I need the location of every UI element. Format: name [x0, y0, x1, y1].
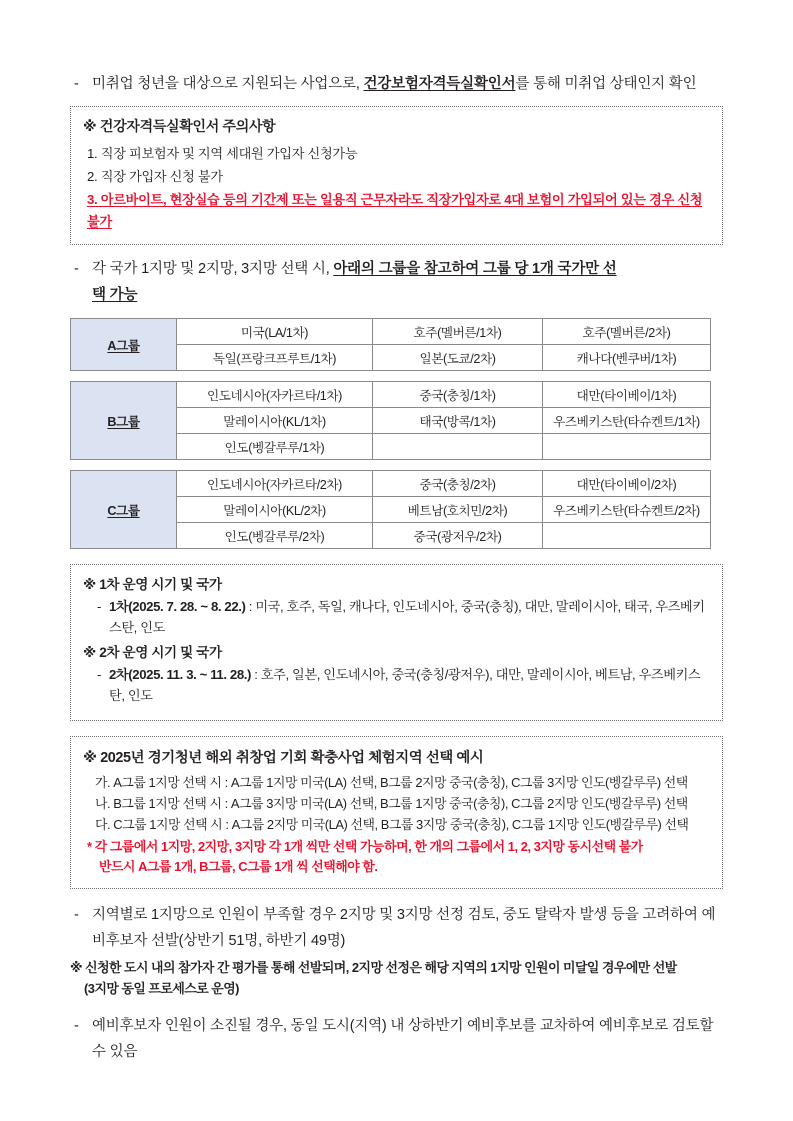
schedule-second-detail	[83, 664, 710, 707]
bullet-dash: -	[74, 76, 79, 92]
example-warning-line2: 반드시 A그룹 1개, B그룹, C그룹 1개 씩 선택해야 함.	[99, 859, 378, 875]
schedule-first-detail	[83, 596, 710, 639]
group-c-cell-r1c3: 대만(타이베이/2차)	[543, 470, 711, 496]
group-c-cell-r3c2: 중국(광저우/2차)	[373, 522, 543, 548]
schedule-first-body	[109, 596, 710, 639]
bottom-para-2-dash: -	[74, 1018, 79, 1035]
bottom-note-line2: (3지망 동일 프로세스로 운영)	[84, 981, 239, 997]
group-c-cell-r2c1: 말레이시아(KL/2차)	[177, 496, 373, 522]
bottom-note	[70, 958, 723, 1000]
table-row	[71, 470, 711, 496]
group-b-cell-r2c2: 태국(방콕/1차)	[373, 407, 543, 433]
intro-text	[92, 72, 723, 97]
group-b-cell-r2c1: 말레이시아(KL/1차)	[177, 407, 373, 433]
bottom-para-1-text: 지역별로 1지망으로 인원이 부족할 경우 2지망 및 3지망 선정 검토, 중도 탈락자 발생 등을 고려하여 예비후보자 선발(상반기 51명, 하반기 49명)	[92, 906, 716, 949]
choice-text	[92, 257, 723, 308]
schedule-second-countries: : 호주, 일본, 인도네시아, 중국(충칭/광저우), 대만, 말레이시아, 베트남, 우즈베키스탄, 인도	[109, 666, 701, 704]
group-a-cell-r2c1: 독일(프랑크프루트/1차)	[177, 344, 373, 370]
group-b-cell-r1c2: 중국(충칭/1차)	[373, 381, 543, 407]
group-b-cell-r1c1: 인도네시아(자카르타/1차)	[177, 381, 373, 407]
group-table-a	[70, 318, 711, 371]
example-box	[70, 736, 723, 889]
example-warning	[83, 837, 710, 878]
group-a-cell-r2c2: 일본(도쿄/2차)	[373, 344, 543, 370]
schedule-second-period: 2차(2025. 11. 3. ~ 11. 28.)	[109, 666, 252, 682]
group-a-header: A그룹	[71, 318, 177, 370]
group-c-cell-r1c1: 인도네시아(자카르타/2차)	[177, 470, 373, 496]
intro-emphasis: 건강보험자격득실확인서	[363, 76, 516, 92]
choice-text-before: 각 국가 1지망 및 2지망, 3지망 선택 시,	[92, 261, 334, 278]
group-a-cell-r1c2: 호주(멜버른/1차)	[373, 318, 543, 344]
bottom-note-line1: ※ 신청한 도시 내의 참가자 간 평가를 통해 선발되며, 2지망 선정은 해당 지역의 1지망 인원이 미달일 경우에만 선발	[70, 960, 677, 976]
intro-text-before: 미취업 청년을 대상으로 지원되는 사업으로,	[92, 76, 364, 92]
bottom-para-2-text: 예비후보자 인원이 소진될 경우, 동일 도시(지역) 내 상하반기 예비후보를 교차하여 예비후보로 검토할 수 있음	[92, 1018, 714, 1061]
intro-bullet	[70, 72, 723, 97]
group-b-cell-r1c3: 대만(타이베이/1차)	[543, 381, 711, 407]
choice-emphasis-line2: 택 가능	[92, 286, 138, 303]
group-table-b	[70, 381, 711, 460]
bottom-para-1	[70, 903, 723, 955]
group-b-cell-r3c1: 인도(벵갈루루/1차)	[177, 433, 373, 459]
group-b-cell-r3c3	[543, 433, 711, 459]
example-item-a: 가. A그룹 1지망 선택 시 : A그룹 1지망 미국(LA) 선택, B그룹 2지망 중국(충칭), C그룹 3지망 인도(벵갈루루) 선택	[95, 774, 688, 790]
choice-emphasis-line1: 아래의 그룹을 참고하여 그룹 당 1개 국가만 선	[333, 261, 617, 278]
group-b-header: B그룹	[71, 381, 177, 459]
bottom-para-2	[70, 1014, 723, 1066]
group-c-header: C그룹	[71, 470, 177, 548]
schedule-first-dash: -	[97, 599, 101, 614]
bottom-para-1-dash: -	[74, 906, 79, 923]
health-note-item-2: 2. 직장 가입자 신청 불가	[87, 169, 223, 185]
choice-bullet	[70, 257, 723, 308]
example-item-c: 다. C그룹 1지망 선택 시 : A그룹 2지망 미국(LA) 선택, B그룹 3지망 중국(충칭), C그룹 1지망 인도(벵갈루루) 선택	[95, 816, 689, 832]
health-note-title: ※ 건강자격득실확인서 주의사항	[83, 118, 276, 135]
schedule-box	[70, 564, 723, 721]
health-note-item-1: 1. 직장 피보험자 및 지역 세대원 가입자 신청가능	[87, 146, 358, 162]
table-row	[71, 381, 711, 407]
choice-dash: -	[74, 261, 79, 278]
example-warning-line1: * 각 그룹에서 1지망, 2지망, 3지망 각 1개 씩만 선택 가능하며, 한 개의 그룹에서 1, 2, 3지망 동시선택 불가	[87, 839, 643, 855]
group-b-cell-r3c2	[373, 433, 543, 459]
group-table-c	[70, 470, 711, 549]
group-c-cell-r3c1: 인도(벵갈루루/2차)	[177, 522, 373, 548]
group-b-cell-r2c3: 우즈베키스탄(타슈켄트/1차)	[543, 407, 711, 433]
intro-text-after: 를 통해 미취업 상태인지 확인	[515, 76, 697, 92]
group-c-cell-r1c2: 중국(충칭/2차)	[373, 470, 543, 496]
group-a-cell-r2c3: 캐나다(벤쿠버/1차)	[543, 344, 711, 370]
schedule-first-heading: ※ 1차 운영 시기 및 국가	[83, 576, 222, 592]
group-c-cell-r3c3	[543, 522, 711, 548]
schedule-second-dash: -	[97, 666, 101, 682]
health-note-item-3: 3. 아르바이트, 현장실습 등의 기간제 또는 일용직 근무자라도 직장가입자로 4대 보험이 가입되어 있는 경우 신청 불가	[87, 191, 703, 230]
table-row	[71, 318, 711, 344]
group-c-cell-r2c3: 우즈베키스탄(타슈켄트/2차)	[543, 496, 711, 522]
group-a-cell-r1c1: 미국(LA/1차)	[177, 318, 373, 344]
schedule-second-body	[109, 664, 710, 707]
schedule-second-heading: ※ 2차 운영 시기 및 국가	[83, 644, 222, 660]
health-note-box	[70, 106, 723, 245]
schedule-first-period: 1차(2025. 7. 28. ~ 8. 22.)	[109, 599, 246, 614]
example-title: ※ 2025년 경기청년 해외 취창업 기회 확충사업 체험지역 선택 예시	[83, 749, 484, 766]
group-c-cell-r2c2: 베트남(호치민/2차)	[373, 496, 543, 522]
schedule-first-countries: : 미국, 호주, 독일, 캐나다, 인도네시아, 중국(충칭), 대만, 말레이시아, 태국, 우즈베키스탄, 인도	[109, 599, 705, 636]
example-item-b: 나. B그룹 1지망 선택 시 : A그룹 3지망 미국(LA) 선택, B그룹 1지망 중국(충칭), C그룹 2지망 인도(벵갈루루) 선택	[95, 795, 688, 811]
group-a-cell-r1c3: 호주(멜버른/2차)	[543, 318, 711, 344]
